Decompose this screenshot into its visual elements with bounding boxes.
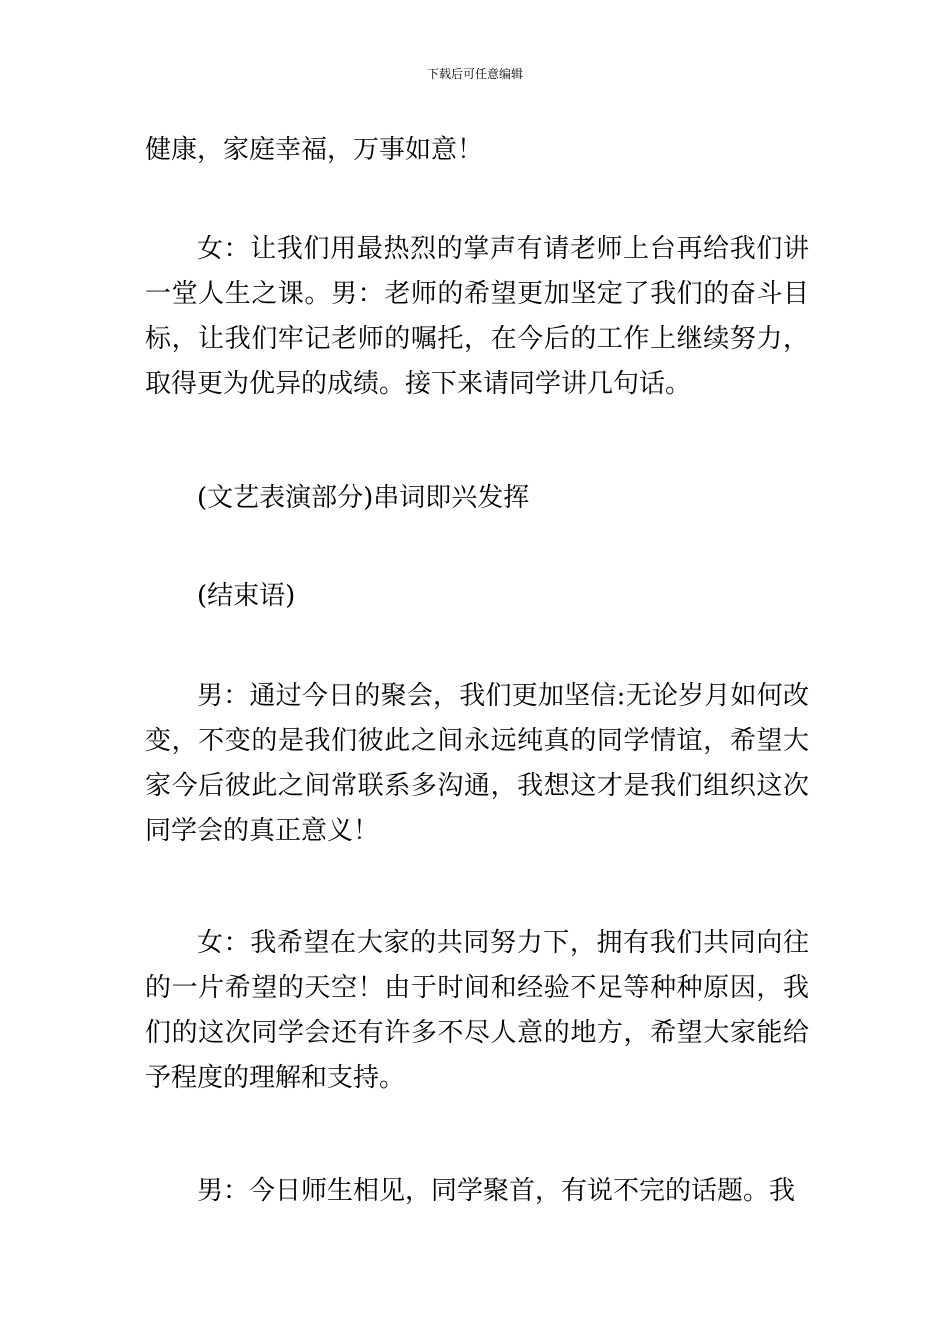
paragraph-female-hope: 女：我希望在大家的共同努力下，拥有我们共同向往的一片希望的天空！由于时间和经验不足等种种原因，我们的这次同学会还有许多不尽人意的地方，希望大家能给予程度的理解和支持。 xyxy=(145,928,809,1093)
paragraph-male-gathering: 男：通过今日的聚会，我们更加坚信:无论岁月如何改变，不变的是我们彼此之间永远纯真的同学情谊，希望大家今后彼此之间常联系多沟通，我想这才是我们组织这次同学会的真正意义！ xyxy=(145,681,809,846)
header-note: 下载后可任意编辑 xyxy=(426,67,523,81)
paragraph-male-reunion: 男：今日师生相见，同学聚首，有说不完的话题。我 xyxy=(197,1176,796,1206)
paragraph-female-invites-teacher: 女：让我们用最热烈的掌声有请老师上台再给我们讲一堂人生之课。男：老师的希望更加坚定了我们的奋斗目标，让我们牢记老师的嘱托，在今后的工作上继续努力，取得更为优异的成绩。接下来请同学讲几句话。 xyxy=(145,234,809,399)
paragraph-performance-note: (文艺表演部分)串词即兴发挥 xyxy=(197,483,530,513)
paragraph-continuation: 健康，家庭幸福，万事如意！ xyxy=(145,135,484,165)
paragraph-closing-heading: (结束语) xyxy=(197,581,296,611)
